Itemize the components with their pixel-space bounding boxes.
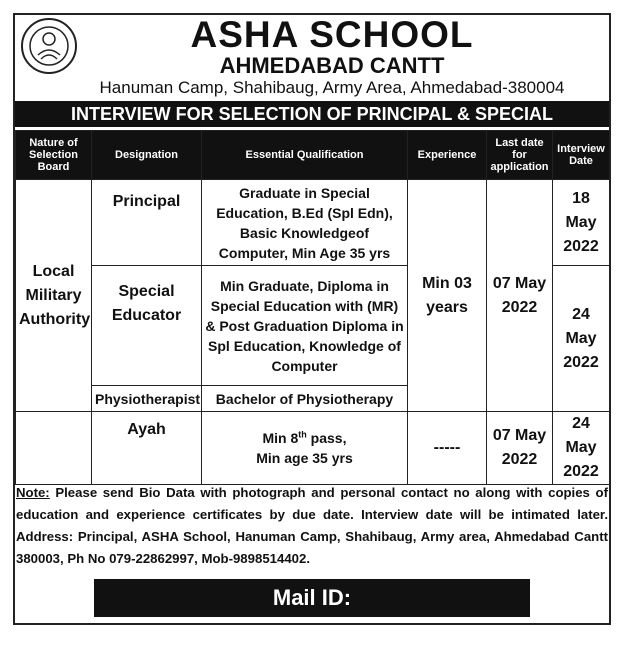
designation-cell: Principal [92, 180, 202, 266]
designation-cell: Special Educator [92, 266, 202, 386]
note-paragraph [16, 482, 608, 570]
experience-cell: ----- [408, 412, 487, 485]
qualification-cell: Min Graduate, Diploma in Special Education with (MR) & Post Graduation Diploma in Spl Education, Knowledge of Computer [202, 266, 408, 386]
qualification-cell [202, 412, 408, 485]
empty-board-cell [16, 412, 92, 485]
note-label: Note: [16, 485, 50, 500]
mail-id-banner: Mail ID: ashaschoolahmedabad@gmail.com [94, 579, 530, 617]
selection-board-cell: Local Military Authority [16, 180, 92, 412]
qualification-cell: Graduate in Special Education, B.Ed (Spl Edn), Basic Knowledgeof Computer, Min Age 35 yrs [202, 180, 408, 266]
table-header-row [16, 131, 610, 180]
header-experience: Experience [408, 131, 487, 180]
vacancy-table [15, 130, 610, 485]
last-date-cell: 07 May 2022 [487, 412, 553, 485]
designation-cell: Physiotherapist [92, 386, 202, 412]
school-name: ASHA SCHOOL [190, 14, 474, 55]
school-address: Hanuman Camp, Shahibaug, Army Area, Ahmedabad-380004 [99, 78, 565, 97]
header-board: Nature of Selection Board [16, 131, 92, 180]
qualification-line2: Min age 35 yrs [256, 450, 353, 466]
interview-date-cell: 24 May 2022 [553, 412, 610, 485]
header-interview-date: Interview Date [553, 131, 610, 180]
note-text: Please send Bio Data with photograph and personal contact no along with copies of education and experience certificates by due date. Interview date will be intimated later. Address: Principal, ASHA School, Hanuman Camp, Shahibaug, Army area, Ahmedabad Cantt 380003, Ph No 079-22862997, Mob-9898514402. [16, 485, 608, 566]
experience-cell: Min 03 years [408, 180, 487, 412]
qualification-cell: Bachelor of Physiotherapy [202, 386, 408, 412]
designation-cell: Ayah [92, 412, 202, 485]
qualification-sup: th [298, 429, 307, 440]
interview-date-cell: 18 May 2022 [553, 180, 610, 266]
header-last-date: Last date for application [487, 131, 553, 180]
header-qualification: Essential Qualification [202, 131, 408, 180]
table-row [16, 180, 610, 266]
interview-banner: INTERVIEW FOR SELECTION OF PRINCIPAL & SPECIAL [15, 101, 609, 127]
qualification-post: pass, [306, 430, 347, 446]
school-subtitle: AHMEDABAD CANTT [219, 53, 445, 78]
header-designation: Designation [92, 131, 202, 180]
interview-date-cell: 24 May 2022 [553, 266, 610, 412]
last-date-cell: 07 May 2022 [487, 180, 553, 412]
table-row [16, 412, 610, 485]
qualification-pre: Min 8 [262, 430, 299, 446]
